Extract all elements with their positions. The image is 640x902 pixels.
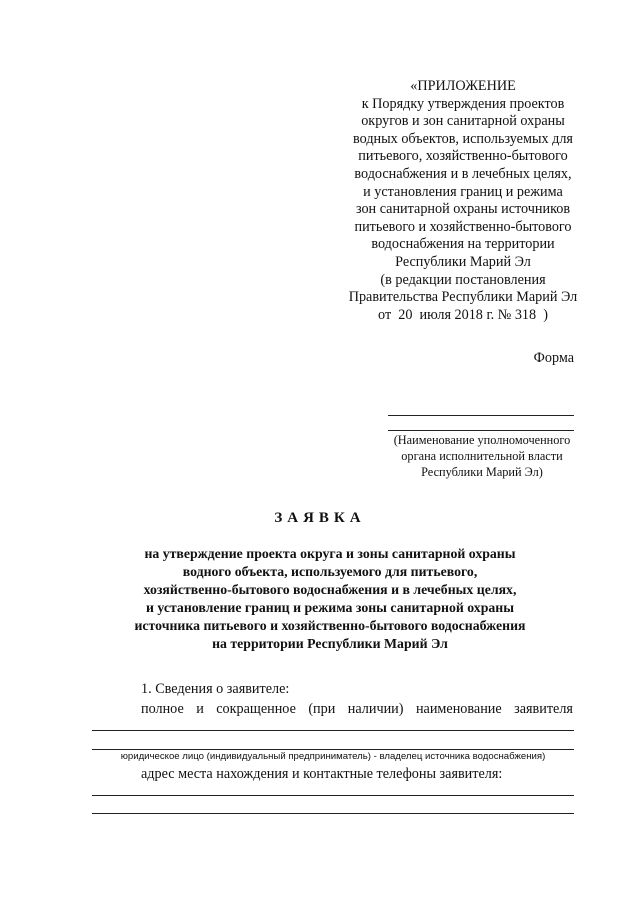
subtitle-line: на территории Республики Марий Эл [212, 636, 448, 652]
appendix-block [318, 78, 608, 324]
document-title: ЗАЯВКА [274, 510, 366, 526]
label-word: полное [141, 701, 184, 717]
appendix-line: Правительства Республики Марий Эл [348, 289, 578, 306]
authority-caption-line: органа исполнительной власти [401, 449, 563, 464]
address-line [92, 813, 574, 814]
authority-caption-line: (Наименование уполномоченного [393, 433, 571, 447]
label-word: наименование [415, 701, 502, 717]
label-word: сокращенное [216, 701, 296, 717]
appendix-line: к Порядку утверждения проектов [361, 95, 565, 112]
appendix-line: от 20 июля 2018 г. № 318 ) [378, 306, 548, 323]
subtitle-line: хозяйственно-бытового водоснабжения и в лечебных целях, [143, 582, 517, 598]
appendix-line: питьевого, хозяйственно-бытового [358, 148, 568, 165]
subtitle-line: на утверждение проекта округа и зоны санитарной охраны [144, 546, 516, 561]
subtitle-line: водного объекта, используемого для питьевого, [182, 564, 478, 580]
form-label: Форма [533, 350, 574, 366]
address-label: адрес места нахождения и контактные телефоны заявителя: [141, 766, 503, 782]
appendix-line: водных объектов, используемых для [353, 130, 573, 147]
label-word: наличии) [347, 701, 404, 717]
appendix-line: Республики Марий Эл [395, 253, 531, 270]
appendix-line: «ПРИЛОЖЕНИЕ [410, 78, 516, 94]
authority-caption-line: Республики Марий Эл) [421, 465, 543, 480]
address-line [92, 795, 574, 796]
subtitle-line: и установление границ и режима зоны санитарной охраны [145, 600, 514, 616]
section-heading: 1. Сведения о заявителе: [141, 681, 290, 697]
appendix-line: зон санитарной охраны источников [355, 201, 571, 218]
applicant-name-line [92, 749, 574, 750]
appendix-line: округов и зон санитарной охраны [361, 113, 565, 130]
authority-caption [378, 432, 586, 481]
document-subtitle [100, 545, 560, 654]
appendix-line: водоснабжения и в лечебных целях, [354, 165, 572, 182]
label-word: заявителя [514, 701, 573, 717]
subtitle-line: источника питьевого и хозяйственно-бытового водоснабжения [134, 618, 526, 634]
appendix-line: (в редакции постановления [380, 271, 546, 288]
label-word: и [196, 701, 204, 717]
appendix-line: питьевого и хозяйственно-бытового [354, 218, 572, 235]
label-word: (при [308, 701, 336, 717]
applicant-name-label [141, 701, 573, 718]
authority-blank-line [388, 415, 574, 416]
appendix-line: водоснабжения на территории [371, 236, 555, 253]
applicant-name-line [92, 730, 574, 731]
applicant-name-caption: юридическое лицо (индивидуальный предприниматель) - владелец источника водоснабжения) [120, 751, 546, 762]
appendix-line: и установления границ и режима [363, 183, 563, 200]
authority-blank-line [388, 430, 574, 431]
